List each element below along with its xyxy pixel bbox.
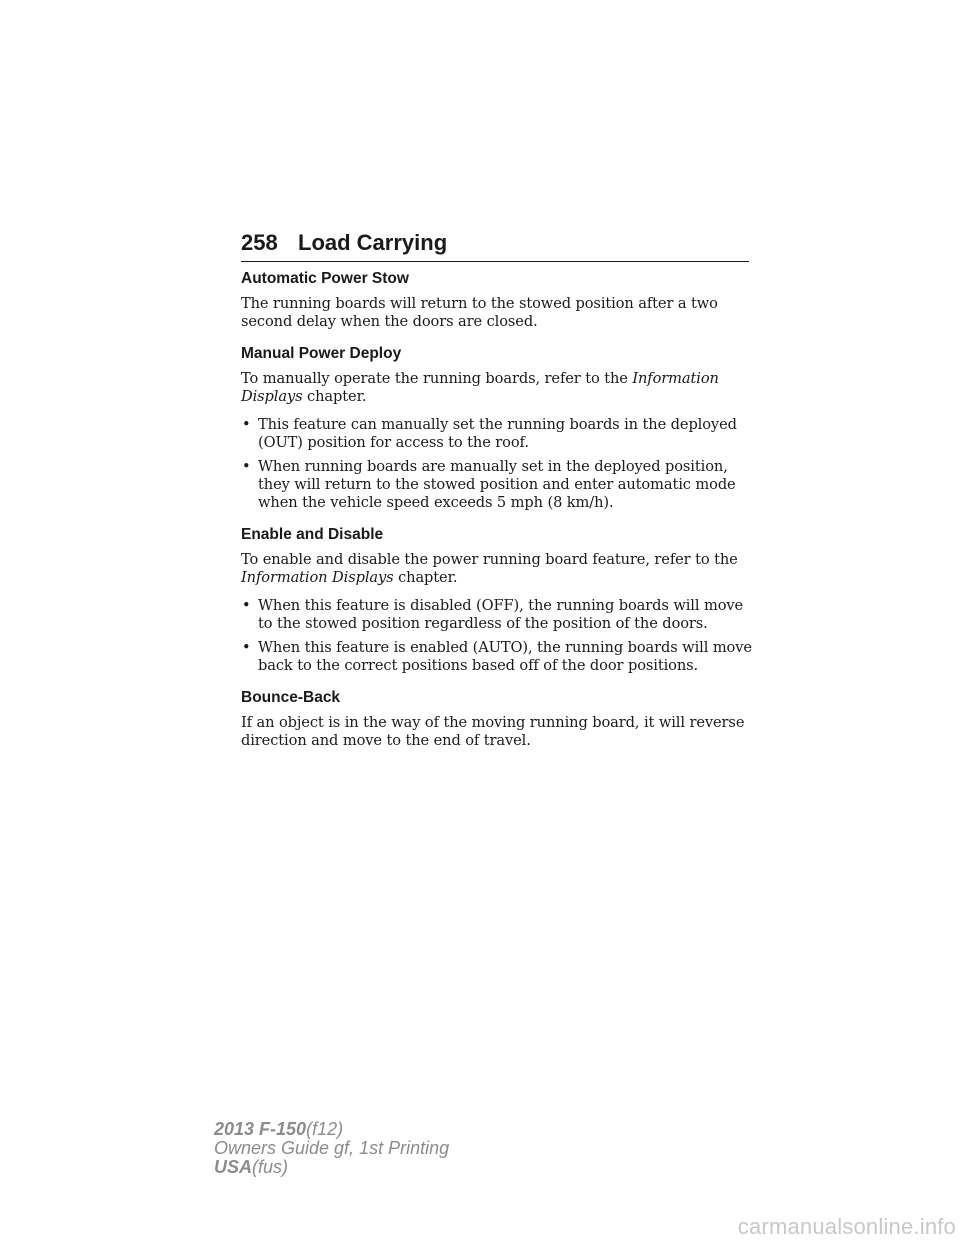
list-item xyxy=(241,458,753,512)
section-heading-manual-deploy: Manual Power Deploy xyxy=(241,345,402,362)
print-footer xyxy=(214,1120,449,1177)
enable-disable-intro-after: chapter. xyxy=(393,569,458,586)
manual-deploy-intro-before: To manually operate the running boards, refer to the xyxy=(241,370,633,387)
page-number: 258 xyxy=(241,230,278,255)
auto-stow-text: The running boards will return to the stowed position after a two second delay when the doors are closed. xyxy=(241,295,718,330)
bounce-back-text: If an object is in the way of the moving running board, it will reverse direction and move to the end of travel. xyxy=(241,714,745,749)
manual-deploy-bullets xyxy=(241,416,753,512)
enable-disable-intro xyxy=(241,551,753,587)
watermark: carmanualsonline.info xyxy=(737,1214,956,1239)
section-heading-enable-disable: Enable and Disable xyxy=(241,526,384,543)
bullet-icon: • xyxy=(242,597,251,614)
list-item xyxy=(241,416,753,452)
bullet-text: When this feature is enabled (AUTO), the running boards will move back to the correct positions based off of the door positions. xyxy=(258,639,752,674)
footer-line-guide: Owners Guide gf, 1st Printing xyxy=(214,1138,450,1158)
page-header xyxy=(241,230,749,262)
bullet-text: When this feature is disabled (OFF), the running boards will move to the stowed position regardless of the position of the doors. xyxy=(258,597,744,632)
chapter-title: Load Carrying xyxy=(298,230,448,255)
bullet-text: When running boards are manually set in the deployed position, they will return to the stowed position and enter automatic mode when the vehicle speed exceeds 5 mph (8 km/h). xyxy=(258,458,736,511)
section-heading-bounce-back: Bounce-Back xyxy=(241,689,341,706)
section-heading-auto-stow: Automatic Power Stow xyxy=(241,270,409,287)
footer-line-region: USA(fus) xyxy=(214,1157,289,1177)
manual-deploy-intro-after: chapter. xyxy=(302,388,367,405)
enable-disable-intro-before: To enable and disable the power running board feature, refer to the xyxy=(241,551,738,568)
list-item xyxy=(241,597,753,633)
bullet-text: This feature can manually set the running boards in the deployed (OUT) position for access to the roof. xyxy=(258,416,737,451)
manual-deploy-intro xyxy=(241,370,753,406)
bullet-icon: • xyxy=(242,458,251,475)
bullet-icon: • xyxy=(242,639,251,656)
information-displays-reference: Information Displays xyxy=(241,370,719,405)
enable-disable-bullets xyxy=(241,597,753,675)
bullet-icon: • xyxy=(242,416,251,433)
list-item xyxy=(241,639,753,675)
page-content xyxy=(241,270,753,760)
information-displays-reference: Information Displays xyxy=(241,569,394,586)
footer-line-model: 2013 F-150(f12) xyxy=(214,1119,344,1139)
